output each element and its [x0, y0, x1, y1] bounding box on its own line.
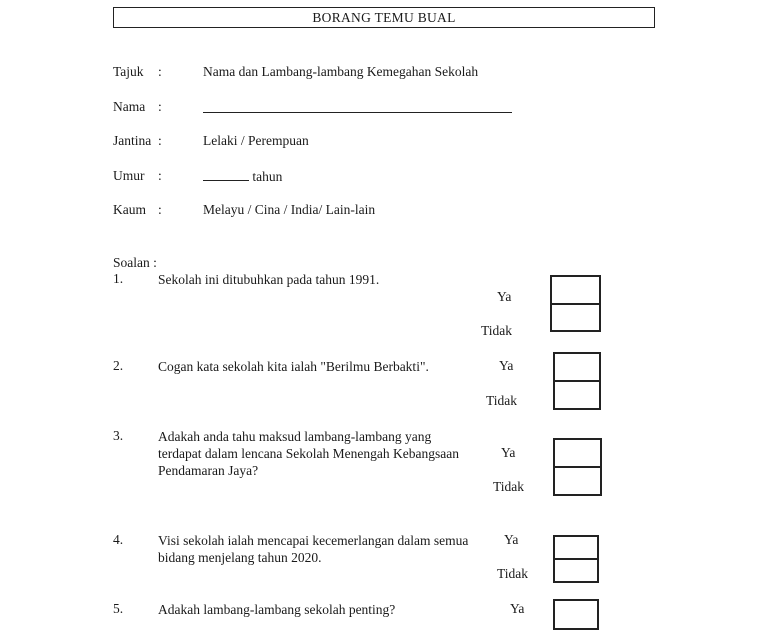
kaum-label: Kaum — [113, 202, 146, 217]
umur-blank-line[interactable] — [203, 168, 249, 181]
yes-label: Ya — [501, 445, 516, 460]
question-text: Adakah lambang-lambang sekolah penting? — [158, 602, 396, 617]
no-checkbox[interactable] — [553, 380, 601, 410]
yes-checkbox[interactable] — [553, 535, 599, 560]
form-title: BORANG TEMU BUAL — [113, 7, 655, 28]
soalan-label: Soalan : — [113, 255, 157, 270]
no-label: Tidak — [481, 323, 513, 338]
yes-checkbox[interactable] — [553, 438, 602, 468]
jantina-label: Jantina — [113, 133, 152, 148]
no-label: Tidak — [497, 566, 529, 581]
umur-label: Umur — [113, 168, 145, 183]
nama-label: Nama — [113, 99, 146, 114]
question-text: Visi sekolah ialah mencapai kecemerlangan dalam semua bidang menjelang tahun 2020. — [158, 533, 469, 565]
no-label: Tidak — [486, 393, 518, 408]
question-text: Cogan kata sekolah kita ialah "Berilmu Berbakti". — [158, 359, 429, 374]
no-checkbox[interactable] — [553, 466, 602, 496]
yes-checkbox[interactable] — [553, 599, 599, 630]
nama-blank-line[interactable] — [203, 100, 512, 117]
question-text: Adakah anda tahu maksud lambang-lambang yang terdapat dalam lencana Sekolah Menengah Kebangsaan Pendamaran Jaya? — [158, 429, 459, 478]
question-number: 3. — [113, 428, 124, 443]
umur-unit: tahun — [252, 169, 283, 184]
kaum-value: Melayu / Cina / India/ Lain-lain — [203, 202, 376, 217]
question-number: 5. — [113, 601, 124, 616]
kaum-colon: : — [158, 202, 162, 217]
tajuk-value: Nama dan Lambang-lambang Kemegahan Sekolah — [203, 64, 479, 79]
yes-label: Ya — [510, 601, 525, 616]
no-label: Tidak — [493, 479, 525, 494]
nama-value[interactable] — [203, 100, 512, 113]
umur-colon: : — [158, 168, 162, 183]
yes-label: Ya — [497, 289, 512, 304]
question-text: Sekolah ini ditubuhkan pada tahun 1991. — [158, 272, 380, 287]
no-checkbox[interactable] — [550, 303, 601, 332]
tajuk-colon: : — [158, 64, 162, 79]
jantina-value: Lelaki / Perempuan — [203, 133, 309, 148]
question-number: 4. — [113, 532, 124, 547]
yes-label: Ya — [499, 358, 514, 373]
question-number: 1. — [113, 271, 124, 286]
nama-colon: : — [158, 99, 162, 114]
tajuk-label: Tajuk — [113, 64, 144, 79]
yes-checkbox[interactable] — [553, 352, 601, 382]
umur-row — [203, 168, 282, 185]
jantina-colon: : — [158, 133, 162, 148]
question-number: 2. — [113, 358, 124, 373]
yes-label: Ya — [504, 532, 519, 547]
yes-checkbox[interactable] — [550, 275, 601, 305]
no-checkbox[interactable] — [553, 558, 599, 583]
